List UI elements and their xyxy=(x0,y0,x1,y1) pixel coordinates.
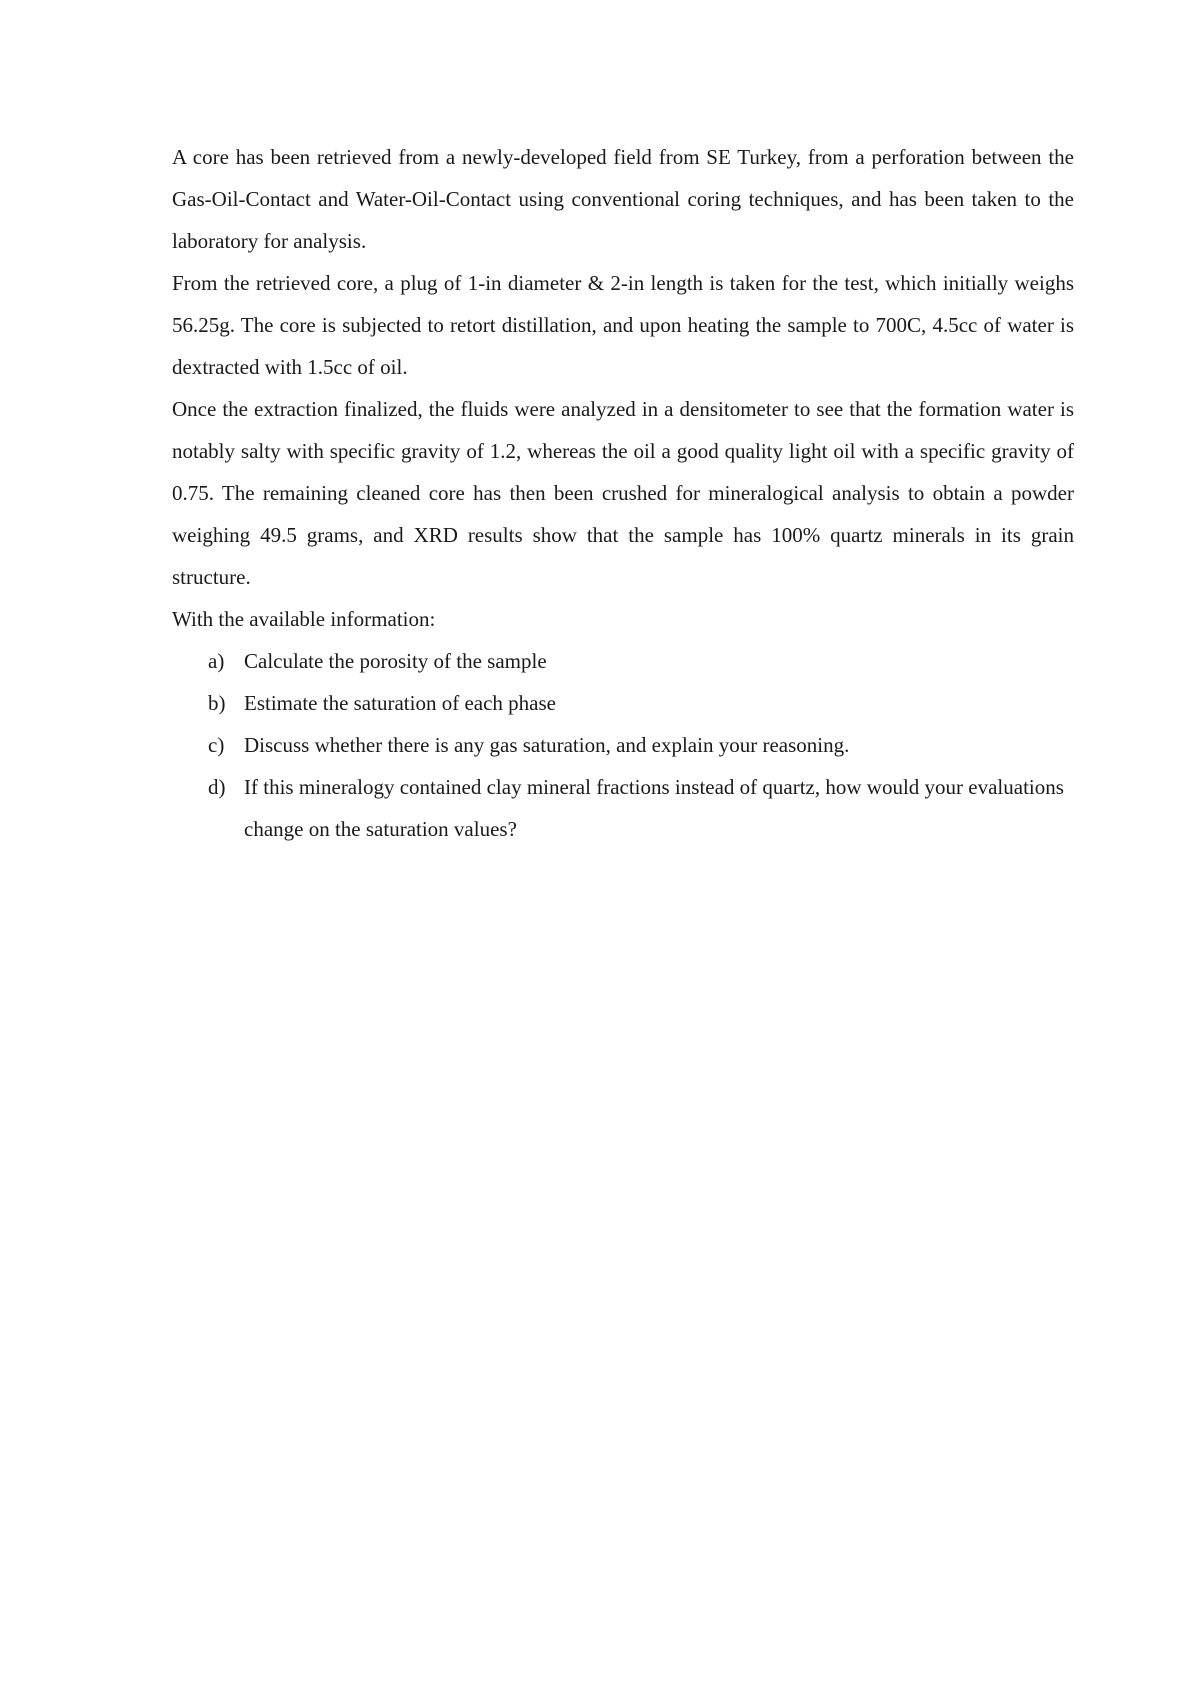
question-marker: b) xyxy=(208,691,226,715)
question-text: Discuss whether there is any gas saturation, and explain your reasoning. xyxy=(244,733,850,757)
question-marker: d) xyxy=(208,775,226,799)
document-body xyxy=(172,136,1074,850)
question-text: Calculate the porosity of the sample xyxy=(244,649,547,673)
paragraph-fluid-analysis: Once the extraction finalized, the fluids were analyzed in a densitometer to see that the formation water is notably salty with specific gravity of 1.2, whereas the oil a good quality light oil with a specific gravity of 0.75. The remaining cleaned core has then been crushed for mineralogical analysis to obtain a powder weighing 49.5 grams, and XRD results show that the sample has 100% quartz minerals in its grain structure. xyxy=(172,397,1074,589)
question-marker: a) xyxy=(208,649,225,673)
question-text: Estimate the saturation of each phase xyxy=(244,691,556,715)
question-list xyxy=(172,640,1074,850)
paragraph-instructions: With the available information: xyxy=(172,607,436,631)
question-item-b xyxy=(172,682,1074,724)
question-item-a xyxy=(172,640,1074,682)
question-item-d xyxy=(172,766,1074,850)
paragraph-core-retrieval: A core has been retrieved from a newly-developed field from SE Turkey, from a perforation between the Gas-Oil-Contact and Water-Oil-Contact using conventional coring techniques, and has been taken to the laboratory for analysis. xyxy=(172,145,1074,253)
question-item-c xyxy=(172,724,1074,766)
question-marker: c) xyxy=(208,733,225,757)
paragraph-plug-test: From the retrieved core, a plug of 1-in diameter & 2-in length is taken for the test, which initially weighs 56.25g. The core is subjected to retort distillation, and upon heating the sample to 700C, 4.5cc of water is dextracted with 1.5cc of oil. xyxy=(172,271,1074,379)
question-text: If this mineralogy contained clay mineral fractions instead of quartz, how would your evaluations change on the saturation values? xyxy=(244,775,1064,841)
